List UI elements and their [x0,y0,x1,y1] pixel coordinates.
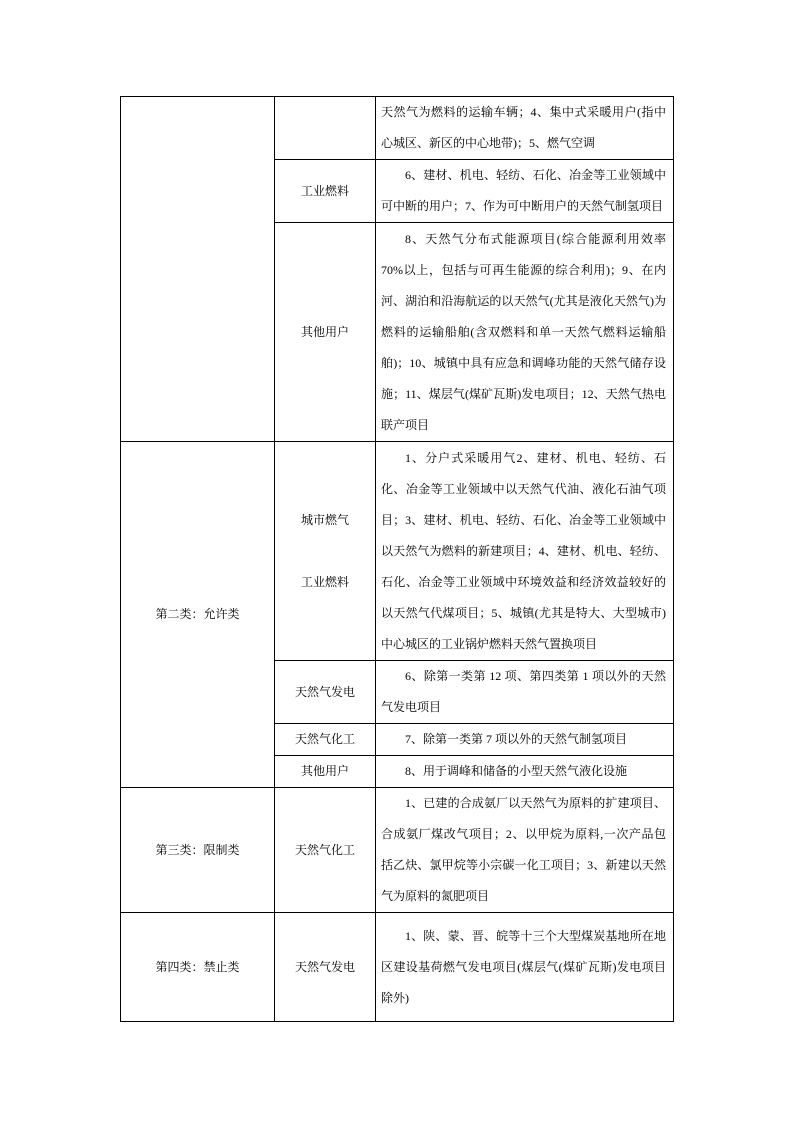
description-cell [376,756,673,787]
use-cell [275,223,375,441]
category-cell [121,442,274,787]
use-cell [275,756,375,787]
use-cell [275,788,375,912]
gas-use-policy-table [120,96,674,1022]
description-line: 1、分户式采暖用气2、建材、机电、轻纺、石 [405,450,666,465]
description-line: 天然气为燃料的运输车辆；4、集中式采暖用户(指中 [381,105,666,119]
description-line: 除外) [381,990,409,1005]
use-cell [275,442,375,660]
description-cell [376,788,673,912]
category-label: 第四类：禁止类 [155,959,240,974]
description-line: 以天然气代煤项目；5、城镇(尤其是特大、大型城市) [381,605,666,620]
description-cell [376,160,673,222]
description-line: 气为原料的氮肥项目 [381,889,490,903]
use-label: 天然气化工 [294,842,355,857]
use-label: 工业燃料 [300,574,349,589]
description-cell [376,223,673,441]
description-line: 中心城区的工业锅炉燃料天然气置换项目 [381,636,598,651]
description-line: 石化、冶金等工业领域中环境效益和经济效益较好的 [381,574,666,589]
use-label: 天然气发电 [294,959,355,974]
description-line: 70%以上，包括与可再生能源的综合利用)；9、在内 [381,262,666,277]
description-line: 括乙炔、氯甲烷等小宗碳一化工项目；3、新建以天然 [381,858,666,872]
description-cell [376,442,673,660]
use-cell [275,913,375,1021]
description-line: 8、天然气分布式能源项目(综合能源利用效率 [405,231,666,246]
description-line: 化、冶金等工业领域中以天然气代油、液化石油气项 [381,481,666,496]
category-cell [121,788,274,912]
description-cell [376,661,673,723]
description-line: 区建设基荷燃气发电项目(煤层气(煤矿瓦斯)发电项目 [381,959,666,974]
category-label: 第三类：限制类 [155,842,240,857]
description-line: 可中断的用户；7、作为可中断用户的天然气制氢项目 [381,199,664,213]
description-line: 施；11、煤层气(煤矿瓦斯)发电项目；12、天然气热电 [381,386,666,401]
description-line: 气发电项目 [381,700,442,714]
description-line: 8、用于调峰和储备的小型天然气液化设施 [405,764,628,778]
use-cell [275,661,375,723]
use-label: 工业燃料 [300,183,349,198]
use-label: 其他用户 [300,764,349,778]
use-label: 其他用户 [300,324,349,339]
description-line: 心城区、新区的中心地带)；5、燃气空调 [381,136,595,150]
description-line: 目；3、建材、机电、轻纺、石化、冶金等工业领域中 [381,512,666,527]
use-label: 天然气化工 [294,732,355,746]
use-label: 天然气发电 [294,684,355,699]
description-line: 1、陕、蒙、晋、皖等十三个大型煤炭基地所在地 [405,928,666,943]
description-cell [376,97,673,159]
category-cell [121,97,274,441]
description-line: 6、建材、机电、轻纺、石化、冶金等工业领域中 [405,168,666,182]
description-line: 联产项目 [381,417,430,432]
description-line: 合成氨厂煤改气项目；2、以甲烷为原料,一次产品包 [381,827,666,841]
use-label: 城市燃气 [300,512,349,527]
category-label: 第二类：允许类 [155,607,240,621]
description-line: 6、除第一类第 12 项、第四类第 1 项以外的天然 [405,669,666,683]
use-cell [275,160,375,222]
description-line: 舶)；10、城镇中具有应急和调峰功能的天然气储存设 [381,355,666,370]
description-line: 以天然气为燃料的新建项目；4、建材、机电、轻纺、 [381,543,666,558]
description-cell [376,724,673,755]
description-cell [376,913,673,1021]
description-line: 7、除第一类第 7 项以外的天然气制氢项目 [405,732,628,746]
description-line: 燃料的运输船舶(含双燃料和单一天然气燃料运输船 [381,324,666,339]
description-line: 1、已建的合成氨厂以天然气为原料的扩建项目、 [405,796,666,810]
use-cell [275,97,375,159]
category-cell [121,913,274,1021]
use-cell [275,724,375,755]
description-line: 河、湖泊和沿海航运的以天然气(尤其是液化天然气)为 [381,293,666,308]
